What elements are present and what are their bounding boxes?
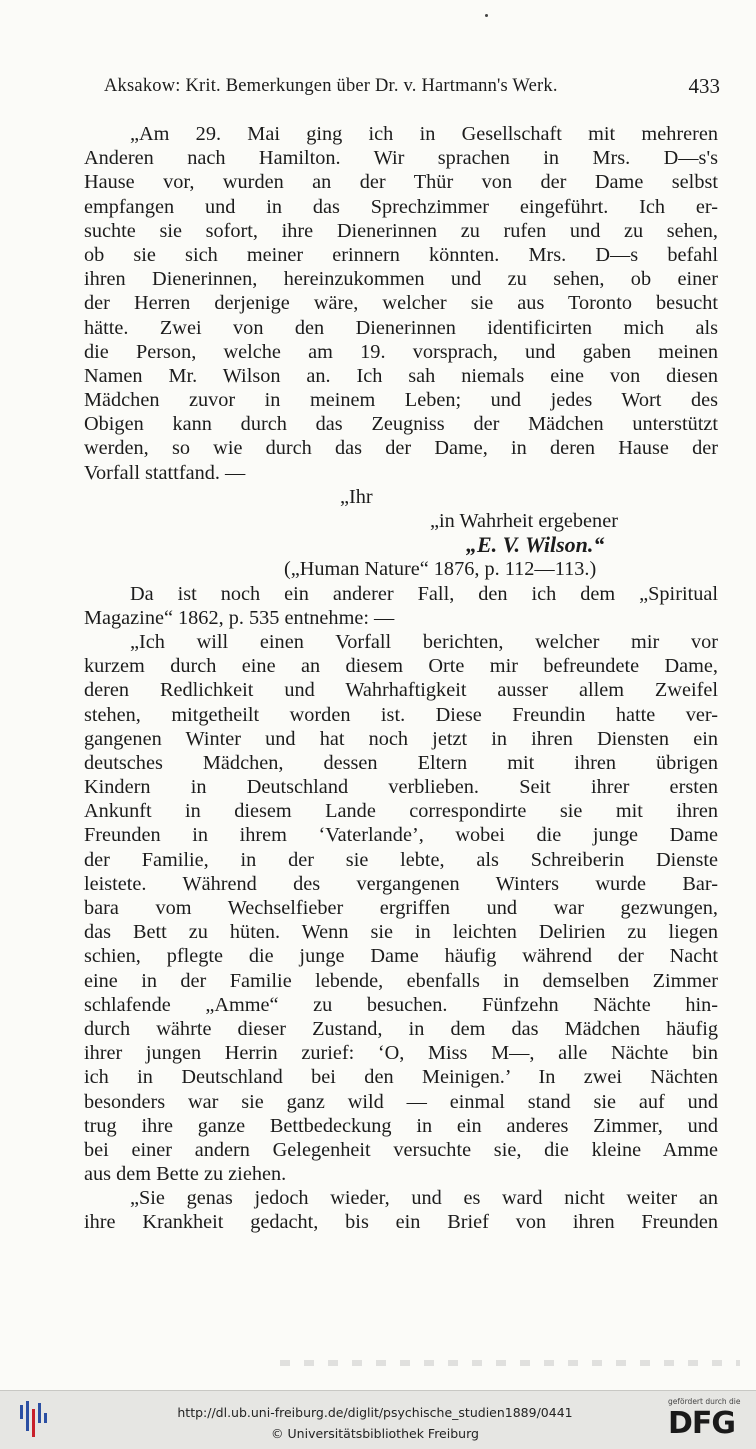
text-line: Vorfall stattfand. — [84, 461, 246, 484]
text-line: trug ihre ganze Bettbedeckung in ein anderes Zimmer, und [84, 1114, 718, 1137]
text-line: deutsches Mädchen, dessen Eltern mit ihren übrigen [84, 751, 718, 774]
text-line: empfangen und in das Sprechzimmer eingeführt. Ich er- [84, 195, 718, 218]
library-logo-icon [16, 1399, 50, 1439]
page-number: 433 [688, 74, 720, 98]
text-line: Mädchen zuvor in meinem Leben; und jedes Wort des [84, 389, 718, 412]
footer-bar [0, 1390, 756, 1449]
text-line: bara vom Wechselfieber ergriffen und war gezwungen, [84, 897, 718, 919]
text-line: ihren Dienerinnen, hereinzukommen und zu sehen, ob einer [84, 268, 718, 291]
text-line: kurzem durch eine an diesem Orte mir befreundete Dame, [84, 655, 718, 678]
text-line: schien, pflegte die junge Dame häufig während der Nacht [84, 945, 718, 968]
closing-salutation: „Ihr [340, 485, 373, 508]
text-line: „Ich will einen Vorfall berichten, welcher mir vor [130, 630, 718, 653]
text-line: Anderen nach Hamilton. Wir sprachen in Mrs. D—s's [84, 147, 718, 170]
text-line: der Herren derjenige wäre, welcher sie aus Toronto besucht [84, 292, 718, 315]
text-line: ob sie sich meiner erinnern könnten. Mrs. D—s befahl [84, 243, 718, 266]
text-line: Ankunft in diesem Lande correspondirte sie mit ihren [84, 800, 718, 823]
speck [485, 14, 488, 17]
text-line: ich in Deutschland bei den Meinigen.’ In zwei Nächten [84, 1066, 718, 1089]
copyright-notice: © Universitätsbibliothek Freiburg [271, 1426, 479, 1441]
text-line: Freunden in ihrem ‘Vaterlande’, wobei die junge Dame [84, 824, 718, 847]
text-line: „Am 29. Mai ging ich in Gesellschaft mit mehreren [130, 123, 718, 145]
text-line: Magazine“ 1862, p. 535 entnehme: — [84, 606, 395, 629]
text-line: leistete. Während des vergangenen Winters wurde Bar- [84, 872, 718, 895]
text-line: suchte sie sofort, ihre Dienerinnen zu rufen und zu sehen, [84, 219, 718, 242]
text-line: Kindern in Deutschland verblieben. Seit ihrer ersten [84, 776, 718, 799]
text-line: ihrer jungen Herrin zurief: ‘O, Miss M—, alle Nächte bin [84, 1042, 718, 1065]
text-line: eine in der Familie lebende, ebenfalls in demselben Zimmer [84, 969, 718, 992]
signature: „E. V. Wilson.“ [466, 533, 605, 558]
text-line: Da ist noch ein anderer Fall, den ich dem „Spiritual [130, 582, 718, 605]
text-line: werden, so wie durch das der Dame, in deren Hause der [84, 437, 718, 460]
funding-note: gefördert durch die [668, 1397, 741, 1406]
text-line: bei einer andern Gelegenheit versuchte sie, die kleine Amme [84, 1138, 718, 1161]
text-line: schlafende „Amme“ zu besuchen. Fünfzehn Nächte hin- [84, 993, 718, 1016]
text-line: durch währte dieser Zustand, in dem das Mädchen häufig [84, 1017, 718, 1040]
text-line: die Person, welche am 19. vorsprach, und gaben meinen [84, 340, 718, 363]
text-line: „Sie genas jedoch wieder, und es ward nicht weiter an [130, 1187, 718, 1210]
closing-phrase: „in Wahrheit ergebener [430, 510, 618, 532]
running-title: Aksakow: Krit. Bemerkungen über Dr. v. Hartmann's Werk. [104, 76, 558, 96]
text-line: deren Redlichkeit und Wahrhaftigkeit ausser allem Zweifel [84, 679, 718, 702]
body-text [84, 122, 718, 1235]
text-line: der Familie, in der sie lebte, als Schreiberin Dienste [84, 848, 718, 871]
citation: („Human Nature“ 1876, p. 112—113.) [284, 558, 597, 581]
text-line: stehen, mitgetheilt worden ist. Diese Freundin hatte ver- [84, 703, 718, 726]
running-header [104, 76, 724, 97]
text-line: besonders war sie ganz wild — einmal stand sie auf und [84, 1090, 718, 1113]
text-line: hätte. Zwei von den Dienerinnen identificirten mich als [84, 316, 718, 339]
source-url-link[interactable]: http://dl.ub.uni-freiburg.de/diglit/psychische_studien1889/0441 [177, 1405, 573, 1420]
text-line: ihre Krankheit gedacht, bis ein Brief von ihren Freunden [84, 1211, 718, 1234]
text-line: Obigen kann durch das Zeugniss der Mädchen unterstützt [84, 413, 718, 436]
text-line: aus dem Bette zu ziehen. [84, 1163, 287, 1186]
text-line: Namen Mr. Wilson an. Ich sah niemals eine von diesen [84, 364, 718, 387]
text-line: gangenen Winter und hat noch jetzt in ihren Diensten ein [84, 727, 718, 750]
dfg-logo: DFG [668, 1406, 736, 1441]
text-line: das Bett zu hüten. Wenn sie in leichten Delirien zu liegen [84, 921, 718, 944]
text-line: Hause vor, wurden an der Thür von der Dame selbst [84, 171, 718, 194]
scan-artifact [280, 1360, 740, 1366]
